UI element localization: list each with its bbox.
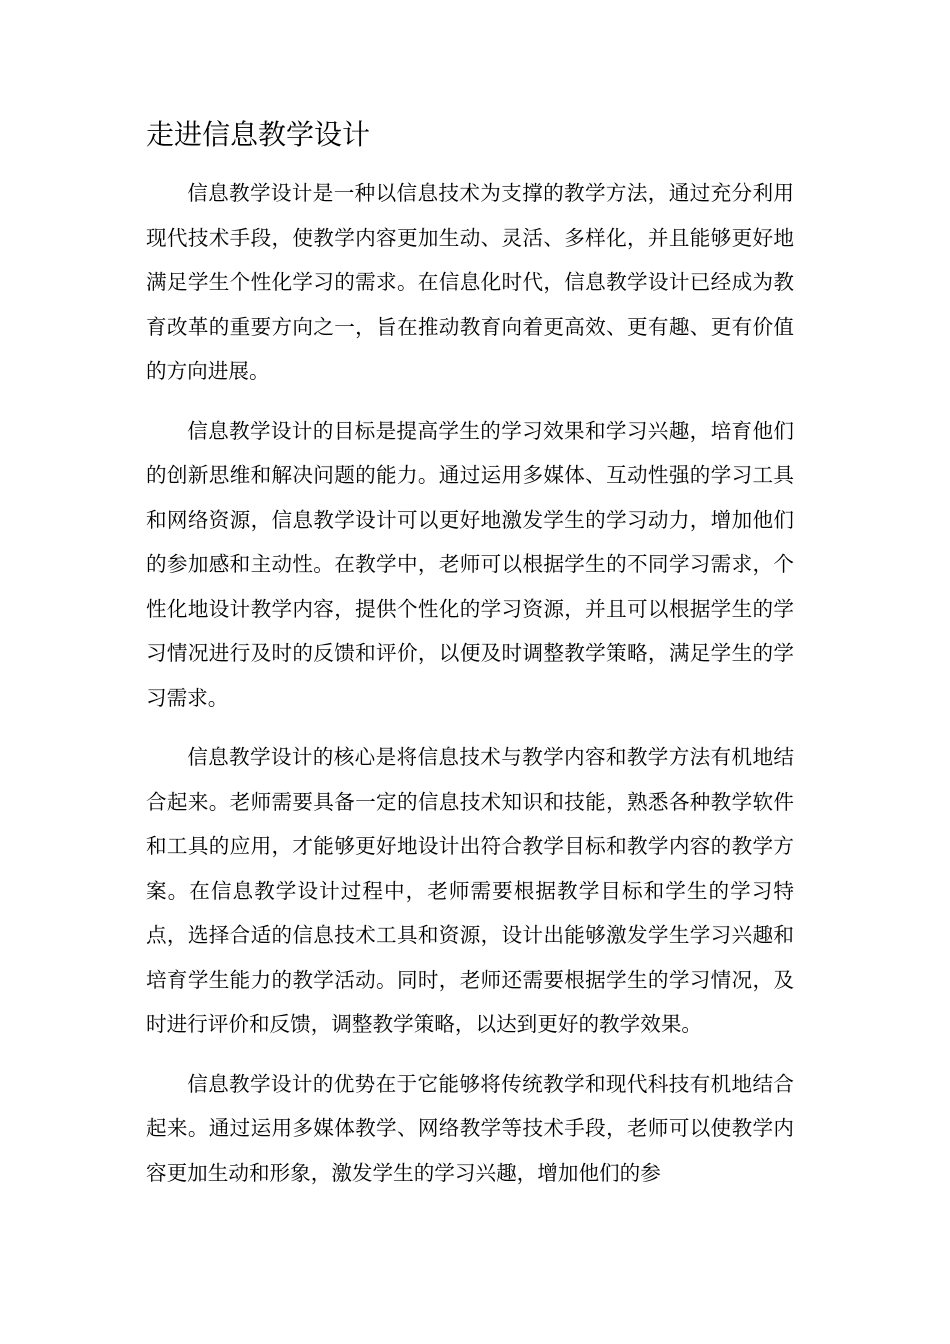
document-title: 走进信息教学设计 [146,118,371,151]
paragraph-2: 信息教学设计的目标是提高学生的学习效果和学习兴趣，培育他们的创新思维和解决问题的能力。通过运用多媒体、互动性强的学习工具和网络资源，信息教学设计可以更好地激发学生的学习动力，增加他们的参加感和主动性。在教学中，老师可以根据学生的不同学习需求，个性化地设计教学内容，提供个性化的学习资源，并且可以根据学生的学习情况进行及时的反馈和评价，以便及时调整教学策略，满足学生的学习需求。 [146,418,794,710]
document-body [146,112,794,1210]
paragraph-1: 信息教学设计是一种以信息技术为支撑的教学方法，通过充分利用现代技术手段，使教学内容更加生动、灵活、多样化，并且能够更好地满足学生个性化学习的需求。在信息化时代，信息教学设计已经成为教育改革的重要方向之一，旨在推动教育向着更高效、更有趣、更有价值的方向进展。 [146,181,794,383]
paragraph-3: 信息教学设计的核心是将信息技术与教学内容和教学方法有机地结合起来。老师需要具备一定的信息技术知识和技能，熟悉各种教学软件和工具的应用，才能够更好地设计出符合教学目标和教学内容的教学方案。在信息教学设计过程中，老师需要根据教学目标和学生的学习特点，选择合适的信息技术工具和资源，设计出能够激发学生学习兴趣和培育学生能力的教学活动。同时，老师还需要根据学生的学习情况，及时进行评价和反馈，调整教学策略，以达到更好的教学效果。 [146,745,794,1036]
paragraph-4: 信息教学设计的优势在于它能够将传统教学和现代科技有机地结合起来。通过运用多媒体教学、网络教学等技术手段，老师可以使教学内容更加生动和形象，激发学生的学习兴趣，增加他们的参 [146,1071,794,1185]
